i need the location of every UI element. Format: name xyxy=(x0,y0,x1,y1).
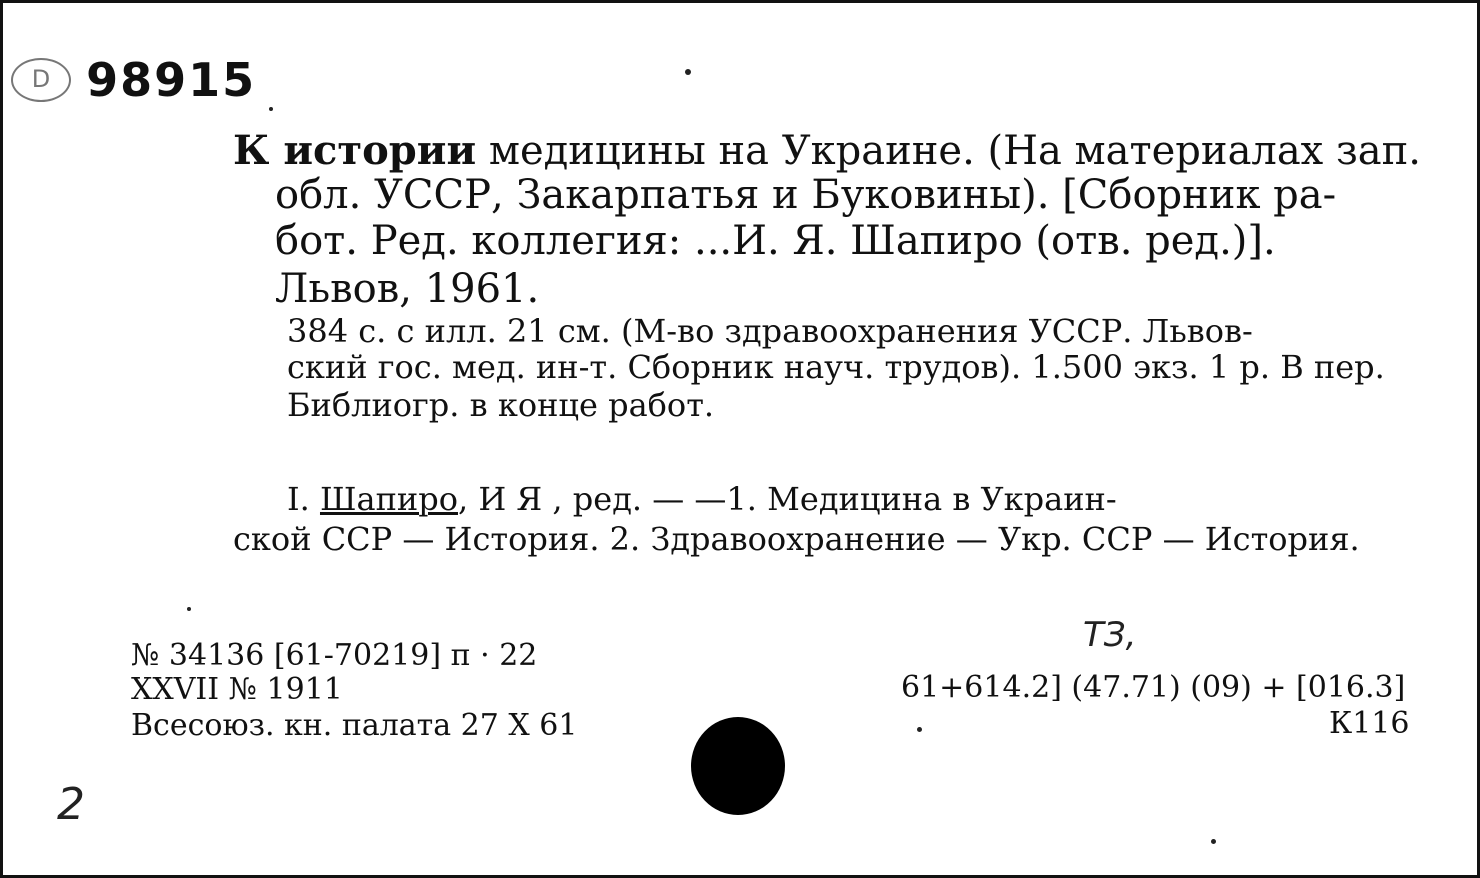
inventory-number: 98915 xyxy=(86,53,257,107)
registration-line-1: № 34136 [61-70219] п · 22 xyxy=(131,638,538,673)
registration-line-2: XXVII № 1911 xyxy=(131,672,343,707)
title-heading: К истории xyxy=(233,127,477,174)
desc-line-2: ский гос. мед. ин-т. Сборник науч. трудов). 1.500 экз. 1 р. В пер. xyxy=(287,348,1385,386)
punch-hole xyxy=(691,717,785,815)
desc-line-3: Библиогр. в конце работ. xyxy=(287,386,715,424)
registration-line-3: Всесоюз. кн. палата 27 X 61 xyxy=(131,708,578,743)
title-line-1 xyxy=(233,127,1421,174)
title-line-2: обл. УССР, Закарпатья и Буковины). [Сборник ра- xyxy=(275,172,1337,218)
handwritten-mark-top: ТЗ, xyxy=(1083,615,1137,655)
desc-line-1: 384 с. с илл. 21 см. (М-во здравоохранения УССР. Львов- xyxy=(287,312,1253,350)
title-line-3: бот. Ред. коллегия: ...И. Я. Шапиро (отв. ред.)]. xyxy=(275,218,1276,264)
subject-name: Шапиро xyxy=(319,480,458,518)
stamp-mark: D xyxy=(11,58,71,102)
classification-line-2: К116 xyxy=(1329,706,1410,741)
subject-text: , И Я , ред. — —1. Медицина в Украин- xyxy=(457,480,1117,518)
title-line-4: Львов, 1961. xyxy=(275,266,540,312)
subject-line-2: ской ССР — История. 2. Здравоохранение — Укр. ССР — История. xyxy=(233,520,1360,558)
handwritten-mark-bottom: 2 xyxy=(57,779,85,830)
classification-line-1: 61+614.2] (47.71) (09) + [016.3] xyxy=(901,670,1406,705)
subject-prefix: I. xyxy=(287,480,320,518)
inventory-stamp xyxy=(11,53,256,107)
title-text: медицины на Украине. (На материалах зап. xyxy=(476,128,1421,174)
subject-line-1 xyxy=(287,480,1117,518)
